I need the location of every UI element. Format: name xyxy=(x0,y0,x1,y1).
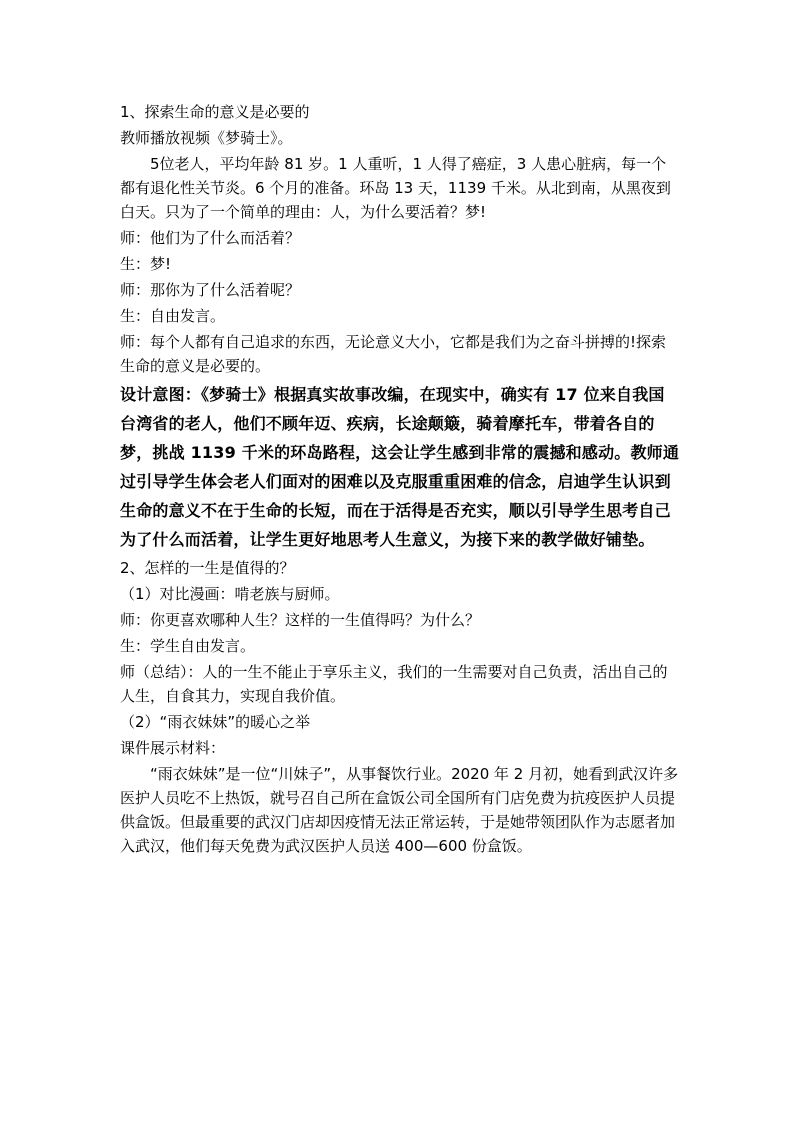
dialog-line: 生：学生自由发言。 xyxy=(120,637,256,655)
design-intent-paragraph: 设计意图：《梦骑士》根据真实故事改编，在现实中，确实有 17 位来自我国台湾省的老人，他们不顾年迈、疾病，长途颠簸，骑着摩托车，带着各自的梦，挑战 1139 千米的环岛路程，这会让学生感到非常的震撼和感动。教师通过引导学生体会老人们面对的困难以及克服重重困难的信念，启迪学生认识到生命的意义不在于生命的长短，而在于活得是否充实，顺以引导学生思考自己为了什么而活着，让学生更好地思考人生意义，为接下来的教学做好铺垫。 xyxy=(120,385,680,549)
subsection-heading-2: （2）“雨衣妹妹”的暖心之举 xyxy=(120,713,311,731)
video-description-paragraph: 5位老人，平均年龄 81 岁。1 人重听，1 人得了癌症，3 人患心脏病，每一个都有退化性关节炎。6 个月的准备。环岛 13 天，1139 千米。从北到南，从黑夜到白天。只为了一个简单的理由：人，为什么要活着？梦! xyxy=(120,155,671,221)
document-body xyxy=(120,100,680,858)
section-heading-2: 2、怎样的一生是值得的？ xyxy=(120,559,295,577)
materials-paragraph: “雨衣妹妹”是一位“川妹子”，从事餐饮行业。2020 年 2 月初，她看到武汉许多医护人员吃不上热饭，就号召自己所在盒饭公司全国所有门店免费为抗疫医护人员提供盒饭。但最重要的武汉门店却因疫情无法正常运转，于是她带领团队作为志愿者加入武汉，他们每天免费为武汉医护人员送 400—600 份盒饭。 xyxy=(120,765,679,855)
dialog-line: 师：每个人都有自己追求的东西，无论意义大小，它都是我们为之奋斗拼搏的!探索生命的意义是必要的。 xyxy=(120,333,667,375)
subsection-heading-1: （1）对比漫画：啃老族与厨师。 xyxy=(120,585,340,603)
dialog-line: 生：自由发言。 xyxy=(120,307,226,325)
dialog-line: 师：那你为了什么活着呢？ xyxy=(120,281,301,299)
dialog-line: 师（总结）：人的一生不能止于享乐主义，我们的一生需要对自己负责，活出自己的人生，自食其力，实现自我价值。 xyxy=(120,663,668,705)
dialog-line: 师：他们为了什么而活着？ xyxy=(120,229,301,247)
video-intro-line: 教师播放视频《梦骑士》。 xyxy=(120,129,293,147)
materials-label: 课件展示材料： xyxy=(120,739,226,757)
dialog-line: 生：梦! xyxy=(120,255,172,273)
dialog-line: 师：你更喜欢哪种人生？这样的一生值得吗？为什么？ xyxy=(120,611,481,629)
section-heading-1: 1、探索生命的意义是必要的 xyxy=(120,103,310,121)
